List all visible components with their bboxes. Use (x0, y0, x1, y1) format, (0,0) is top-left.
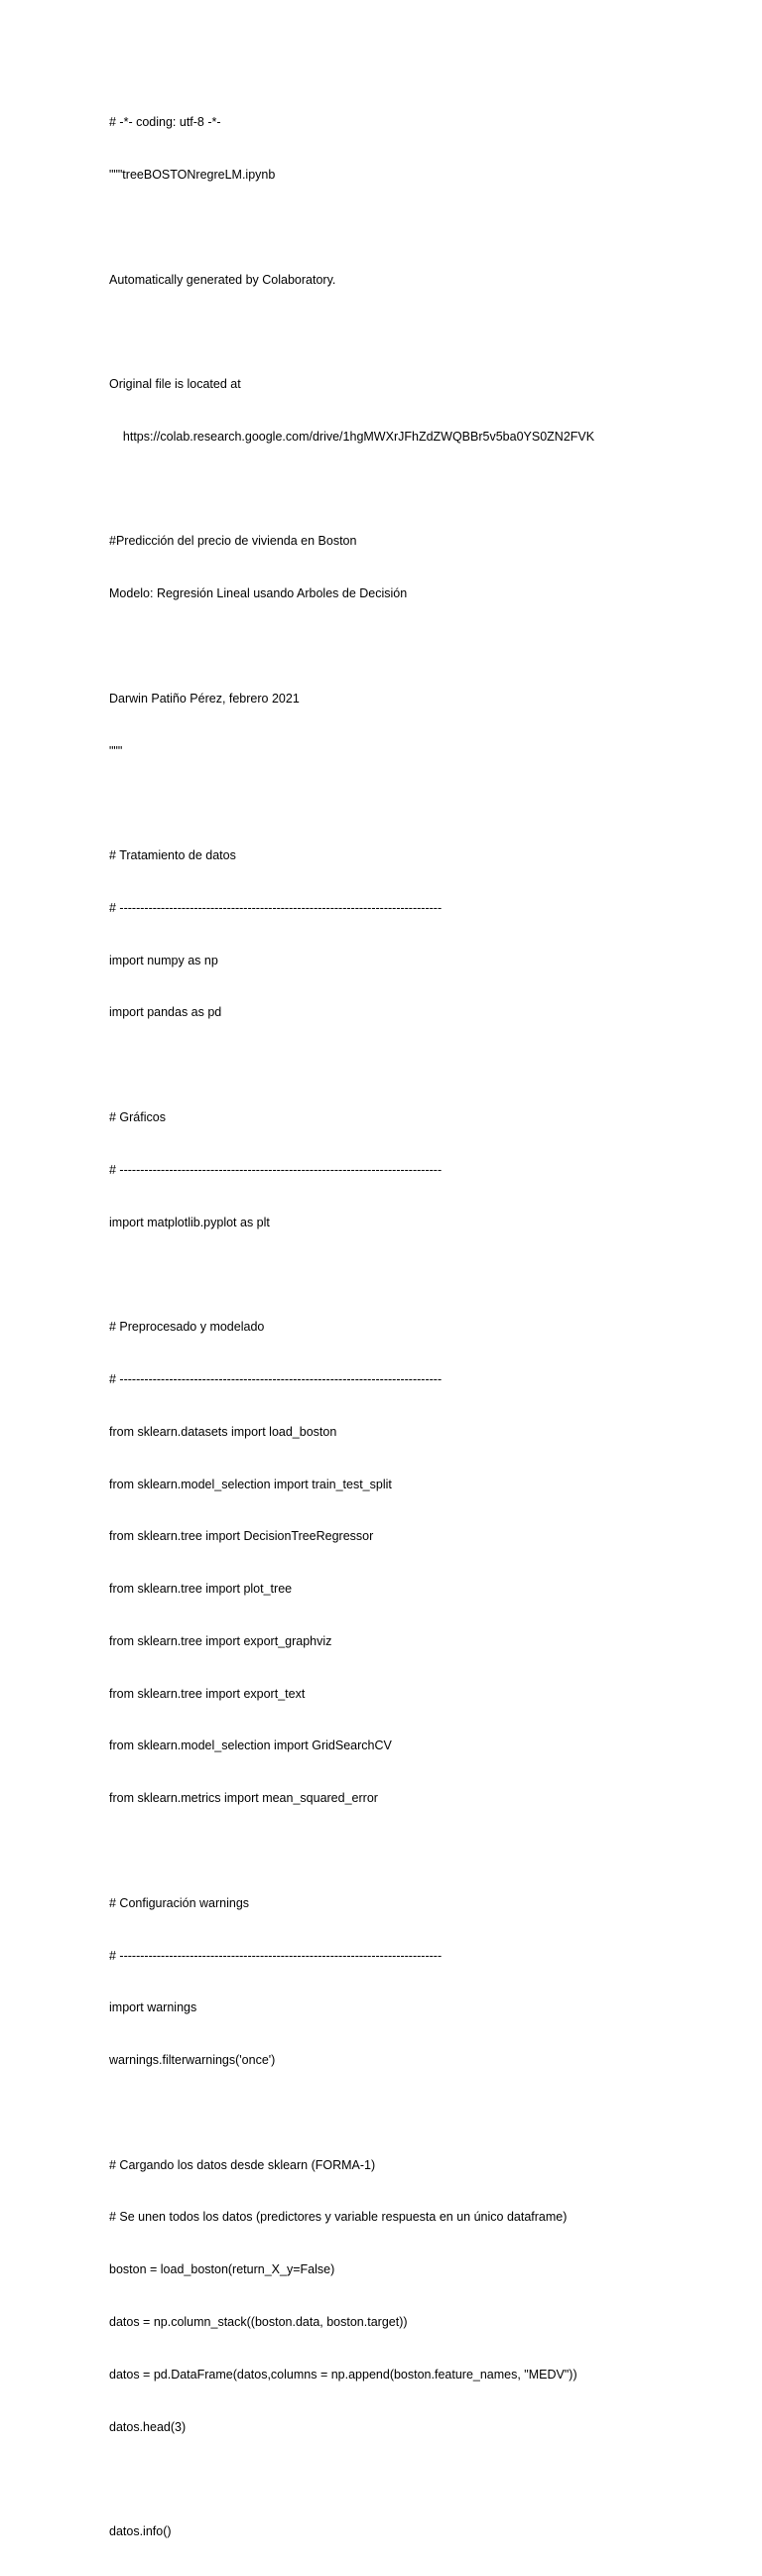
blank-line (109, 1843, 744, 1861)
code-line: #Predicción del precio de vivienda en Boston (109, 534, 357, 549)
code-line: # Preprocesado y modelado (109, 1320, 265, 1335)
code-line: # -*- coding: utf-8 -*- (109, 115, 221, 130)
code-line: # Gráficos (109, 1110, 166, 1125)
code-line: import warnings (109, 2000, 197, 2015)
blank-line (109, 638, 744, 656)
code-line: datos.info() (109, 2524, 172, 2539)
code-line: from sklearn.metrics import mean_squared_error (109, 1791, 378, 1806)
code-line: # Cargando los datos desde sklearn (FORMA-1) (109, 2157, 376, 2172)
code-line: # ------------------------------------------------------------------------------ (109, 1371, 443, 1386)
blank-line (109, 795, 744, 813)
code-line: import matplotlib.pyplot as plt (109, 1215, 270, 1229)
code-line: datos = pd.DataFrame(datos,columns = np.append(boston.feature_names, "MEDV")) (109, 2367, 577, 2382)
blank-line (109, 219, 744, 237)
code-line: datos = np.column_stack((boston.data, boston.target)) (109, 2315, 408, 2329)
code-line: from sklearn.model_selection import GridSearchCV (109, 1739, 392, 1753)
blank-line (109, 323, 744, 341)
code-line: # ------------------------------------------------------------------------------ (109, 900, 443, 915)
code-line: Darwin Patiño Pérez, febrero 2021 (109, 691, 300, 706)
blank-line (109, 2105, 744, 2123)
code-line: datos.head(3) (109, 2419, 187, 2434)
code-line: boston = load_boston(return_X_y=False) (109, 2262, 335, 2277)
code-line: from sklearn.model_selection import train_test_split (109, 1477, 392, 1491)
code-line: # ------------------------------------------------------------------------------ (109, 1162, 443, 1177)
code-line: from sklearn.tree import export_text (109, 1686, 306, 1701)
code-line: from sklearn.datasets import load_boston (109, 1424, 337, 1439)
url-line: https://colab.research.google.com/drive/1hgMWXrJFhZdZWQBBr5v5ba0YS0ZN2FVK (109, 429, 595, 444)
code-line: import pandas as pd (109, 1005, 222, 1020)
code-line: Original file is located at (109, 377, 241, 392)
blank-line (109, 2471, 744, 2489)
code-line: from sklearn.tree import export_graphviz (109, 1633, 332, 1648)
code-line: Automatically generated by Colaboratory. (109, 272, 336, 287)
blank-line (109, 1057, 744, 1075)
code-line: # ------------------------------------------------------------------------------ (109, 1948, 443, 1963)
code-line: """treeBOSTONregreLM.ipynb (109, 167, 276, 182)
code-line: warnings.filterwarnings('once') (109, 2053, 276, 2068)
code-block (109, 79, 744, 2576)
blank-line (109, 1266, 744, 1284)
code-line: # Tratamiento de datos (109, 848, 236, 863)
blank-line (109, 481, 744, 499)
code-line: from sklearn.tree import DecisionTreeRegressor (109, 1529, 374, 1544)
code-line: import numpy as np (109, 953, 218, 967)
code-line: from sklearn.tree import plot_tree (109, 1582, 293, 1597)
code-line: Modelo: Regresión Lineal usando Arboles de Decisión (109, 586, 408, 601)
code-line: # Configuración warnings (109, 1895, 250, 1910)
code-line: """ (109, 743, 123, 758)
code-line: # Se unen todos los datos (predictores y variable respuesta en un único dataframe) (109, 2210, 568, 2225)
